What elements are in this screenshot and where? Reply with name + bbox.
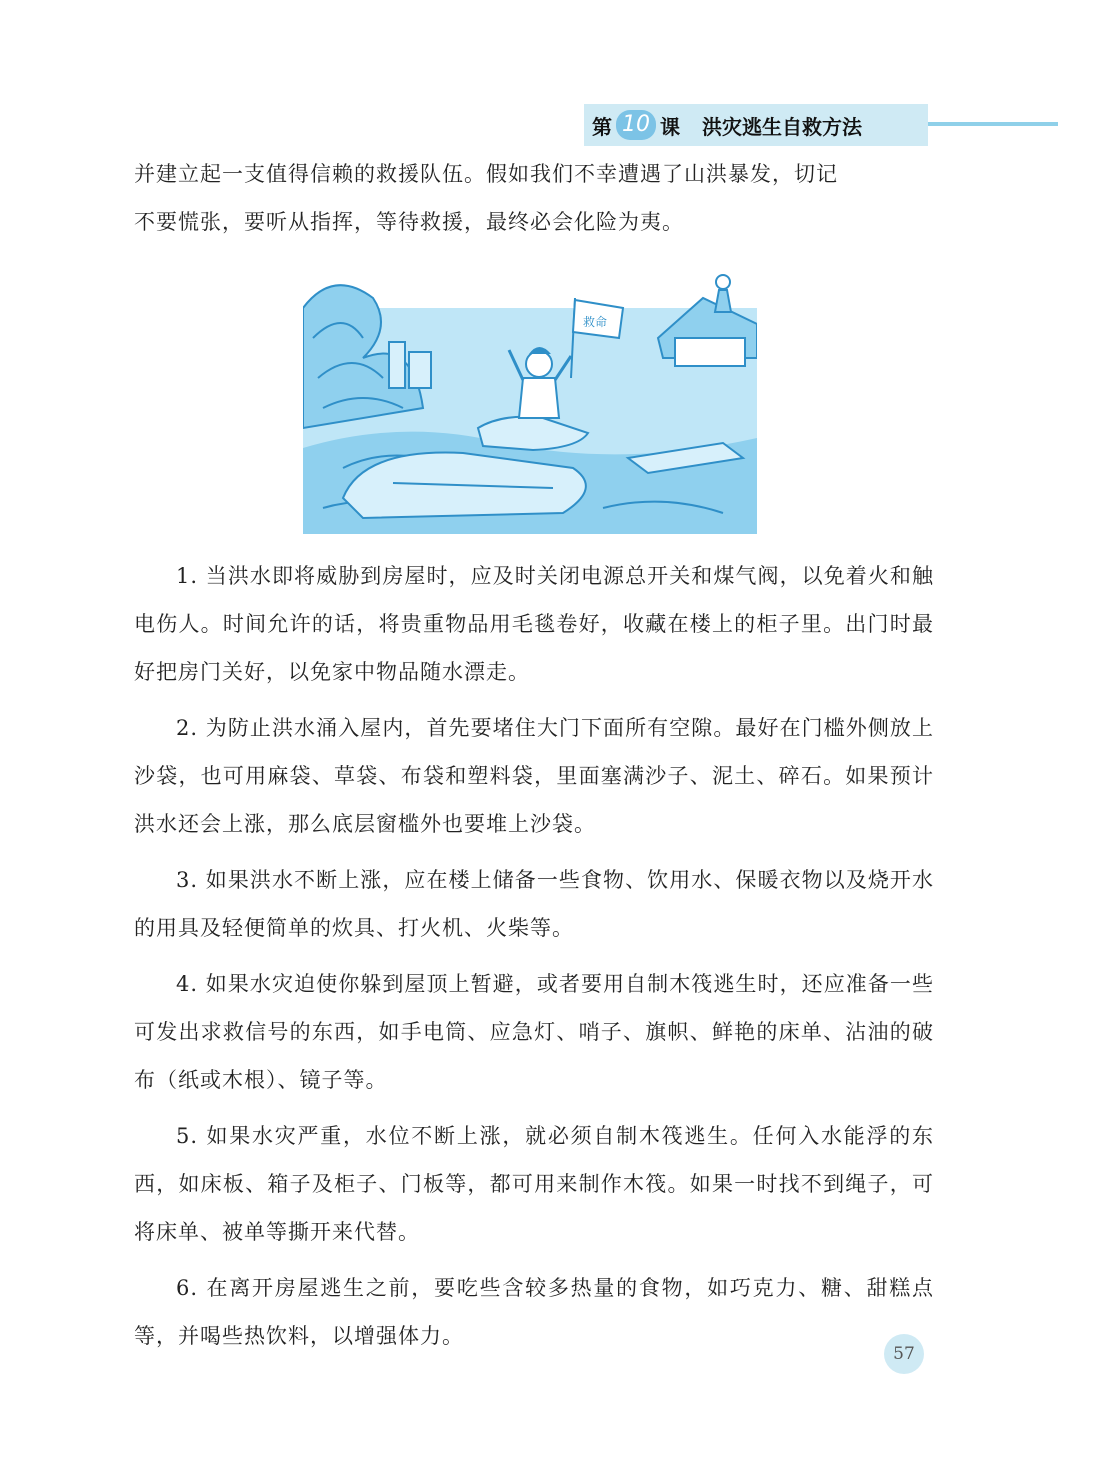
intro-line-1: 并建立起一支值得信赖的救援队伍。假如我们不幸遭遇了山洪暴发，切记	[134, 162, 838, 186]
lesson-prefix: 第	[592, 114, 612, 139]
lesson-title: 洪灾逃生自救方法	[702, 114, 862, 139]
intro-line-2: 不要慌张，要听从指挥，等待救援，最终必会化险为夷。	[134, 210, 684, 234]
header-rule	[928, 122, 1058, 126]
tip-1: 1. 当洪水即将威胁到房屋时，应及时关闭电源总开关和煤气阀，以免着火和触电伤人。时间允许的话，将贵重物品用毛毯卷好，收藏在楼上的柜子里。出门时最好把房门关好，以免家中物品随水漂走。	[134, 564, 934, 684]
tips-list	[134, 552, 934, 1360]
boy-body	[519, 378, 559, 418]
intro-paragraph	[134, 150, 934, 246]
tip-6: 6. 在离开房屋逃生之前，要吃些含较多热量的食物，如巧克力、糖、甜糕点等，并喝些热饮料，以增强体力。	[134, 1276, 934, 1348]
page-number: 57	[884, 1334, 924, 1374]
boy-head	[526, 351, 552, 377]
tip-4: 4. 如果水灾迫使你躲到屋顶上暂避，或者要用自制木筏逃生时，还应准备一些可发出求救信号的东西，如手电筒、应急灯、哨子、旗帜、鲜艳的床单、沾油的破布（纸或木根）、镜子等。	[134, 972, 934, 1092]
tip-2: 2. 为防止洪水涌入屋内，首先要堵住大门下面所有空隙。最好在门槛外侧放上沙袋，也可用麻袋、草袋、布袋和塑料袋，里面塞满沙子、泥土、碎石。如果预计洪水还会上涨，那么底层窗槛外也要堆上沙袋。	[134, 716, 934, 836]
tip-3: 3. 如果洪水不断上涨，应在楼上储备一些食物、饮用水、保暖衣物以及烧开水的用具及轻便简单的炊具、打火机、火柴等。	[134, 868, 934, 940]
tip-5: 5. 如果水灾严重，水位不断上涨，就必须自制木筏逃生。任何入水能浮的东西，如床板、箱子及柜子、门板等，都可用来制作木筏。如果一时找不到绳子，可将床单、被单等撕开来代替。	[134, 1124, 934, 1244]
lesson-suffix: 课	[660, 114, 680, 139]
lesson-header	[584, 104, 928, 146]
building	[389, 342, 405, 388]
person-on-roof	[716, 275, 730, 289]
flag-text: 救命	[583, 315, 608, 329]
flood-rescue-illustration	[303, 268, 757, 534]
house	[675, 338, 745, 366]
lesson-number-badge: 10	[616, 110, 656, 140]
